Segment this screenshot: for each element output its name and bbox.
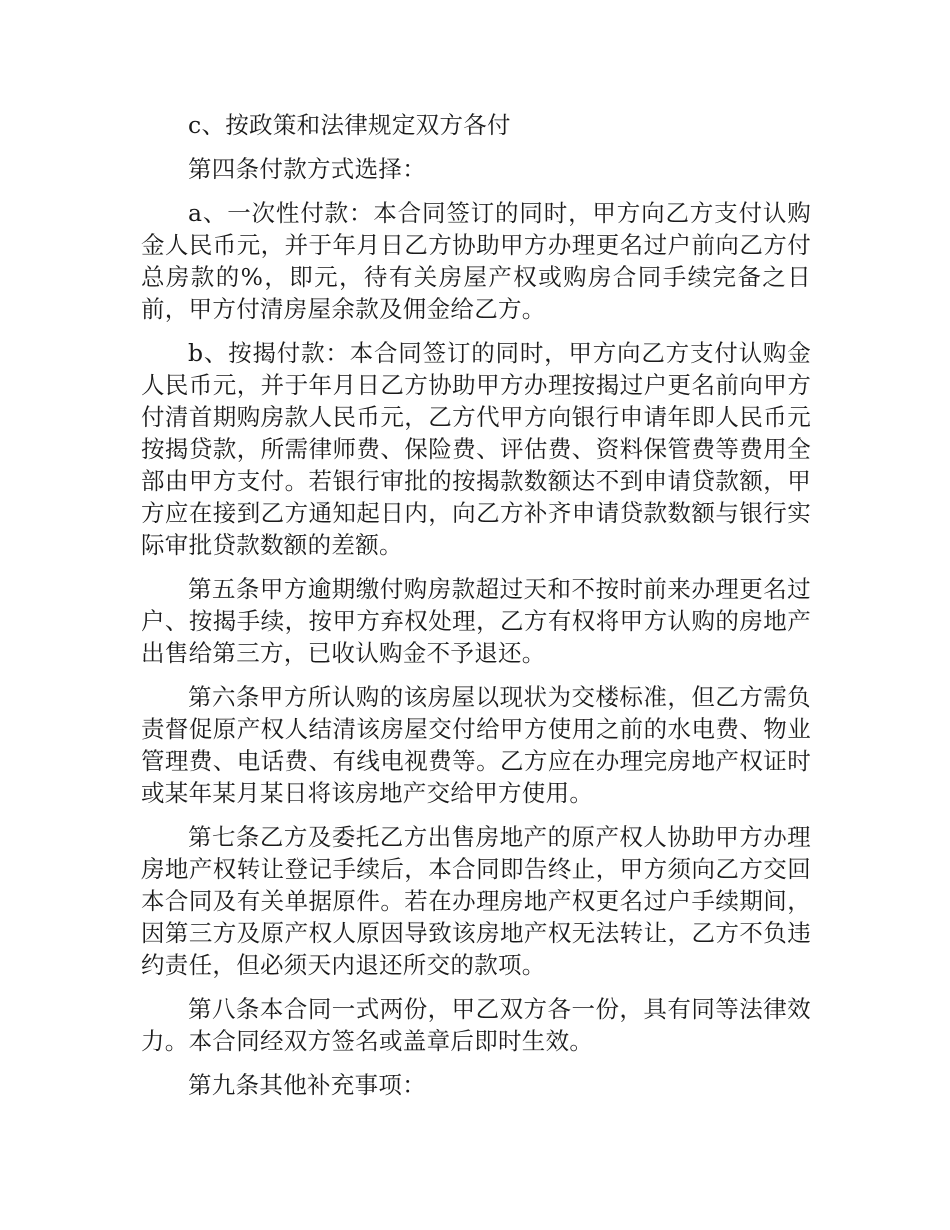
paragraph-article-8: 第八条本合同一式两份，甲乙双方各一份，具有同等法律效力。本合同经双方签名或盖章后即时生效。: [141, 995, 811, 1055]
paragraph-article-7: 第七条乙方及委托乙方出售房地产的原产权人协助甲方办理房地产权转让登记手续后，本合同即告终止，甲方须向乙方交回本合同及有关单据原件。若在办理房地产权更名过户手续期间，因第三方及原产权人原因导致该房地产权无法转让，乙方不负违约责任，但必须天内退还所交的款项。: [141, 823, 811, 979]
document-body: [141, 109, 811, 1113]
paragraph-article-4-title: 第四条付款方式选择：: [188, 155, 426, 183]
paragraph-article-9: 第九条其他补充事项：: [188, 1071, 426, 1099]
paragraph-mortgage-payment: b、按揭付款：本合同签订的同时，甲方向乙方支付认购金人民币元，并于年月日乙方协助甲方办理按揭过户更名前向甲方付清首期购房款人民币元，乙方代甲方向银行申请年即人民币元按揭贷款，所需律师费、保险费、评估费、资料保管费等费用全部由甲方支付。若银行审批的按揭款数额达不到申请贷款额，甲方应在接到乙方通知起日内，向乙方补齐申请贷款数额与银行实际审批贷款数额的差额。: [141, 339, 811, 559]
paragraph-lump-sum-payment: a、一次性付款：本合同签订的同时，甲方向乙方支付认购金人民币元，并于年月日乙方协助甲方办理更名过户前向乙方付总房款的%，即元，待有关房屋产权或购房合同手续完备之日前，甲方付清房屋余款及佣金给乙方。: [141, 199, 811, 323]
paragraph-payment-c: c、按政策和法律规定双方各付: [188, 111, 511, 139]
paragraph-article-5: 第五条甲方逾期缴付购房款超过天和不按时前来办理更名过户、按揭手续，按甲方弃权处理，乙方有权将甲方认购的房地产出售给第三方，已收认购金不予退还。: [141, 575, 811, 667]
paragraph-article-6: 第六条甲方所认购的该房屋以现状为交楼标准，但乙方需负责督促原产权人结清该房屋交付给甲方使用之前的水电费、物业管理费、电话费、有线电视费等。乙方应在办理完房地产权证时或某年某月某日将该房地产交给甲方使用。: [141, 683, 811, 807]
